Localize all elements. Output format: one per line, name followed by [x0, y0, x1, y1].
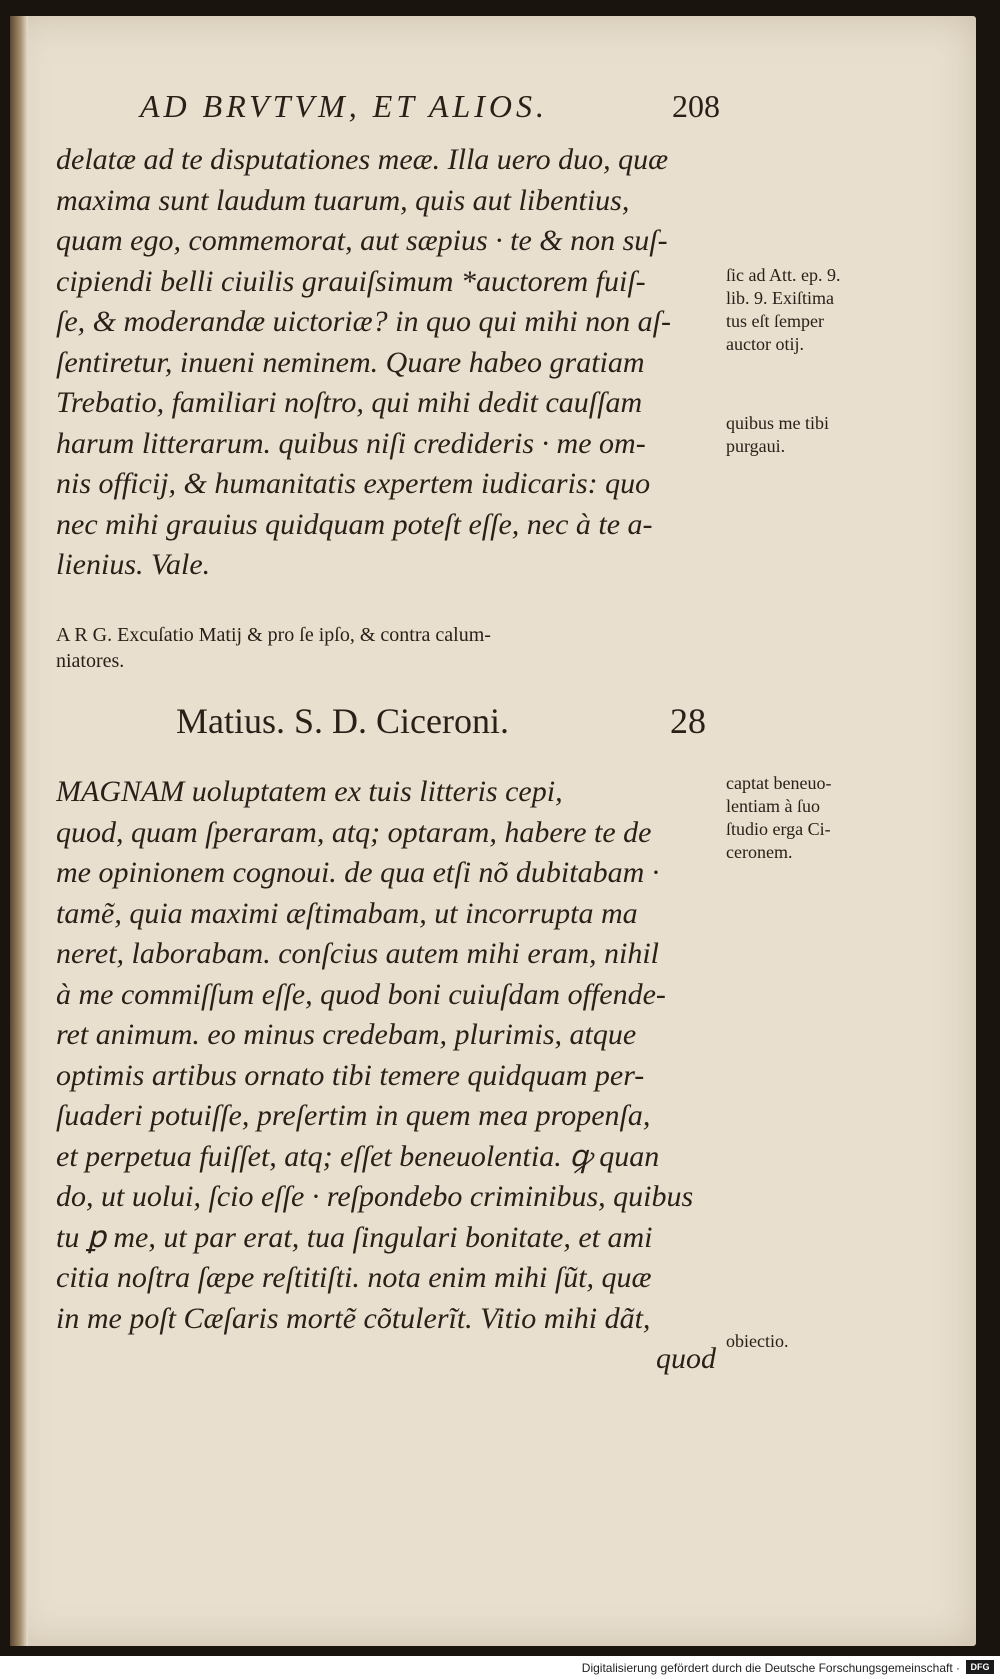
text-line: tu ꝑ me, ut par erat, tua ſingulari bonitate, et ami [56, 1220, 653, 1254]
text-line: maxima sunt laudum tuarum, quis aut libentius, [56, 183, 630, 217]
letter-text [56, 772, 716, 1380]
footer-credit: Digitalisierung gefördert durch die Deutsche Forschungsgemeinschaft · [581, 1661, 960, 1675]
text-line: cipiendi belli ciuilis grauiſsimum *auctorem fuiſ- [56, 264, 646, 298]
letter-salutation: Matius. S. D. Ciceroni. [176, 701, 509, 741]
running-title: AD BRVTVM, ET ALIOS. [140, 88, 549, 124]
text-line: ſentiretur, inueni neminem. Quare habeo gratiam [56, 345, 645, 379]
text-line: lienius. Vale. [56, 548, 211, 581]
margin-note-line: lib. 9. Exiſtima [726, 288, 834, 308]
digitization-footer [0, 1656, 1000, 1679]
text-line: harum litterarum. quibus niſi credideris · me om- [56, 426, 646, 460]
margin-note-line: tus eſt ſemper [726, 311, 824, 331]
letter-number: 28 [670, 701, 706, 741]
text-line: ſe, & moderandæ uictoriæ? in quo qui mihi non aſ- [56, 305, 671, 338]
margin-note-line: ſtudio erga Ci- [726, 819, 831, 839]
text-line: Trebatio, familiari noſtro, qui mihi dedit cauſſam [56, 386, 643, 419]
text-line: et perpetua fuiſſet, atq; eſſet beneuolentia. ꝙ quan [56, 1139, 660, 1173]
book-spine-shadow [10, 16, 28, 1646]
margin-note-line: ceronem. [726, 842, 793, 862]
text-line: delatæ ad te disputationes meæ. Illa uero duo, quæ [56, 143, 669, 176]
text-line: optimis artibus ornato tibi temere quidquam per- [56, 1058, 645, 1092]
text-line: neret, laborabam. conſcius autem mihi eram, nihil [56, 937, 659, 970]
argument-summary [56, 622, 716, 674]
letter-heading [176, 700, 706, 750]
text-line: ret animum. eo minus credebam, plurimis, atque [56, 1018, 637, 1051]
margin-note [726, 1330, 896, 1353]
text-line: MAGNAM uoluptatem ex tuis litteris cepi, [56, 775, 563, 808]
margin-note [726, 264, 896, 356]
running-header [140, 88, 720, 128]
text-line: tamẽ, quia maximi æſtimabam, ut incorrupta ma [56, 896, 638, 930]
text-line: quam ego, commemorat, aut sæpius · te & non suſ- [56, 224, 668, 257]
letter-text-continued [56, 140, 716, 586]
argument-line: niatores. [56, 650, 125, 672]
margin-note-line: purgaui. [726, 436, 786, 456]
text-line: nec mihi grauius quidquam poteſt eſſe, nec à te a- [56, 507, 653, 541]
text-line: do, ut uolui, ſcio eſſe · reſpondebo criminibus, quibus [56, 1180, 694, 1213]
margin-note-line: lentiam à ſuo [726, 796, 820, 816]
margin-note [726, 412, 896, 458]
text-line: quod, quam ſperaram, atq; optaram, habere te de [56, 815, 652, 849]
text-line: nis officij, & humanitatis expertem iudicaris: quo [56, 467, 651, 500]
text-line-catchword: quod [656, 1342, 716, 1375]
margin-note-line: auctor otij. [726, 334, 804, 354]
text-line: ſuaderi potuiſſe, preſertim in quem mea propenſa, [56, 1099, 651, 1132]
text-line: à me commiſſum eſſe, quod boni cuiuſdam offende- [56, 977, 666, 1011]
text-line: in me poſt Cæſaris mortẽ cõtulerĩt. Vitio mihi dãt, [56, 1301, 651, 1335]
text-line: citia noſtra ſæpe reſtitiſti. nota enim mihi ſũt, quæ [56, 1261, 652, 1294]
dfg-logo: DFG [966, 1660, 994, 1674]
margin-note-line: obiectio. [726, 1331, 789, 1351]
margin-note-line: ſic ad Att. ep. 9. [726, 265, 841, 285]
margin-note [726, 772, 896, 864]
argument-line: A R G. Excuſatio Matij & pro ſe ipſo, & contra calum- [56, 624, 491, 646]
page-number: 208 [672, 88, 720, 124]
margin-note-line: captat beneuo- [726, 773, 832, 793]
margin-note-line: quibus me tibi [726, 413, 829, 433]
text-line: me opinionem cognoui. de qua etſi nõ dubitabam · [56, 856, 660, 889]
